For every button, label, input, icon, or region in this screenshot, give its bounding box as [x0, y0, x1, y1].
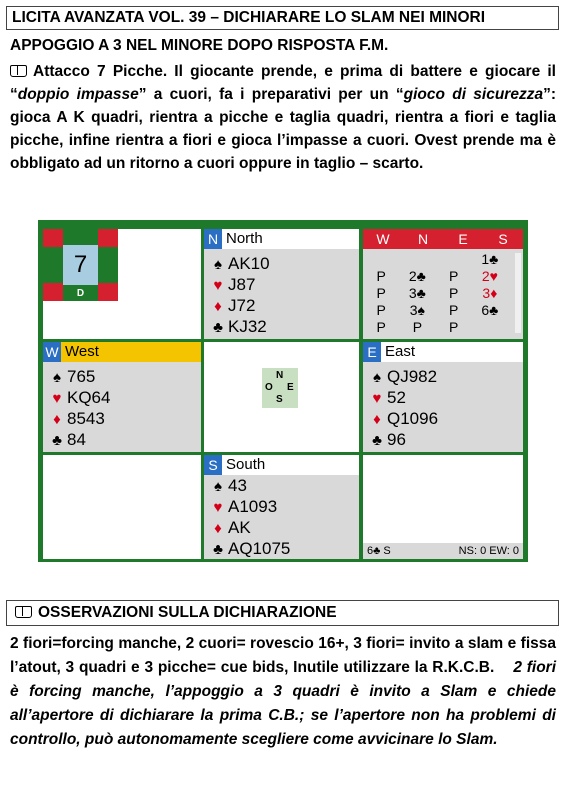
bid-row: P 3♠ P 6♣	[376, 302, 499, 318]
bidding-scrollbar[interactable]	[515, 253, 521, 333]
bid-header-n: N	[417, 231, 429, 247]
intro-text-1: Attacco 7 Picche. Il giocante prende, e prima di battere e giocare il “	[10, 63, 556, 103]
club-icon: ♣	[213, 319, 223, 336]
page-title: LICITA AVANZATA VOL. 39 – DICHIARARE LO SLAM NEI MINORI	[6, 6, 559, 30]
diamond-icon: ♦	[53, 411, 61, 428]
north-clubs: KJ32	[228, 317, 267, 336]
west-seat-badge: W	[43, 342, 61, 362]
west-name: West	[65, 343, 99, 360]
bid-header-e: E	[458, 231, 468, 247]
intro-paragraph	[10, 60, 556, 175]
north-diamonds: J72	[228, 296, 256, 315]
west-clubs: 84	[67, 430, 86, 449]
intro-text-3: ”: gioca A K quadri, rientra a picche e taglia quadri, rientra a fiori e taglia picche, infine rientra a fiori e gioca l’impasse a cuori. Ovest prende ma è obbligato ad un ritorno a cuori oppure in taglio – scarto.	[10, 86, 556, 172]
south-clubs: AQ1075	[228, 539, 291, 558]
book-icon	[15, 606, 32, 618]
contract-label: 6♣ S	[367, 545, 391, 557]
east-hand	[363, 342, 523, 452]
bid-row: P 2♣ P 2♥	[376, 268, 498, 284]
compass-icon: N O E S	[262, 368, 298, 408]
heart-icon: ♥	[213, 499, 223, 516]
table-center	[204, 342, 359, 452]
east-seat-badge: E	[363, 342, 381, 362]
observations-paragraph	[10, 632, 556, 752]
bridge-board	[38, 220, 528, 562]
score-label: NS: 0 EW: 0	[458, 545, 519, 557]
spade-icon: ♠	[373, 369, 381, 386]
intro-italic-2: gioco di sicurezza	[403, 86, 544, 103]
south-spades: 43	[228, 476, 247, 495]
observations-title: OSSERVAZIONI SULLA DICHIARAZIONE	[6, 600, 559, 626]
bidding-header	[363, 229, 523, 249]
south-hand	[204, 455, 359, 559]
diamond-icon: ♦	[214, 520, 222, 537]
south-seat-badge: S	[204, 455, 222, 475]
bidding-box	[363, 229, 523, 339]
east-spades: QJ982	[387, 367, 438, 386]
heart-icon: ♥	[213, 277, 223, 294]
west-diamonds: 8543	[67, 409, 105, 428]
club-icon: ♣	[213, 541, 223, 558]
spade-icon: ♠	[214, 478, 222, 495]
club-icon: ♣	[52, 432, 62, 449]
observations-italic: 2 fiori è forcing manche, l’appoggio a 3 quadri è invito a Slam e chiede all’apertore di dichiarare la prima C.B.; se l’apertore non ha problemi di controllo, può autonomamente scegliere come avvicinare lo Slam.	[10, 659, 556, 748]
heart-icon: ♥	[372, 390, 382, 407]
west-spades: 765	[67, 367, 96, 386]
north-spades: AK10	[228, 254, 270, 273]
result-cell	[363, 455, 523, 559]
north-hearts: J87	[228, 275, 256, 294]
east-clubs: 96	[387, 430, 406, 449]
board-number-cell	[43, 229, 201, 339]
bid-row: P P P	[376, 319, 459, 335]
spade-icon: ♠	[214, 256, 222, 273]
bid-header-s: S	[498, 231, 508, 247]
west-hearts: KQ64	[67, 388, 111, 407]
south-name: South	[226, 456, 266, 473]
north-seat-badge: N	[204, 229, 222, 249]
dealer-indicator: D	[76, 288, 85, 299]
intro-italic-1: doppio impasse	[17, 86, 139, 103]
heart-icon: ♥	[52, 390, 62, 407]
east-diamonds: Q1096	[387, 409, 439, 428]
bidding-list[interactable]	[363, 251, 513, 339]
south-hearts: A1093	[228, 497, 278, 516]
section-subtitle: APPOGGIO A 3 NEL MINORE DOPO RISPOSTA F.M.	[10, 37, 389, 54]
bid-row: P 3♣ P 3♦	[376, 285, 498, 301]
north-hand	[204, 229, 359, 339]
diamond-icon: ♦	[373, 411, 381, 428]
book-icon	[10, 65, 27, 77]
bid-header-w: W	[376, 231, 390, 247]
spade-icon: ♠	[53, 369, 61, 386]
observations-plain: 2 fiori=forcing manche, 2 cuori= rovescio 16+, 3 fiori= invito a slam e fissa l’atout, 3 quadri e 3 picche= cue bids, Inutile utilizzare la R.K.C.B.	[10, 635, 556, 676]
east-name: East	[385, 343, 416, 360]
club-icon: ♣	[372, 432, 382, 449]
diamond-icon: ♦	[214, 298, 222, 315]
bid-row: 1♣	[481, 251, 499, 267]
intro-text-2: ” a cuori, fa i preparativi per un “	[138, 86, 404, 103]
east-hearts: 52	[387, 388, 406, 407]
north-name: North	[226, 230, 263, 247]
west-hand	[43, 342, 201, 452]
south-diamonds: AK	[228, 518, 251, 537]
board-number: 7	[63, 245, 98, 285]
empty-cell	[43, 455, 201, 559]
